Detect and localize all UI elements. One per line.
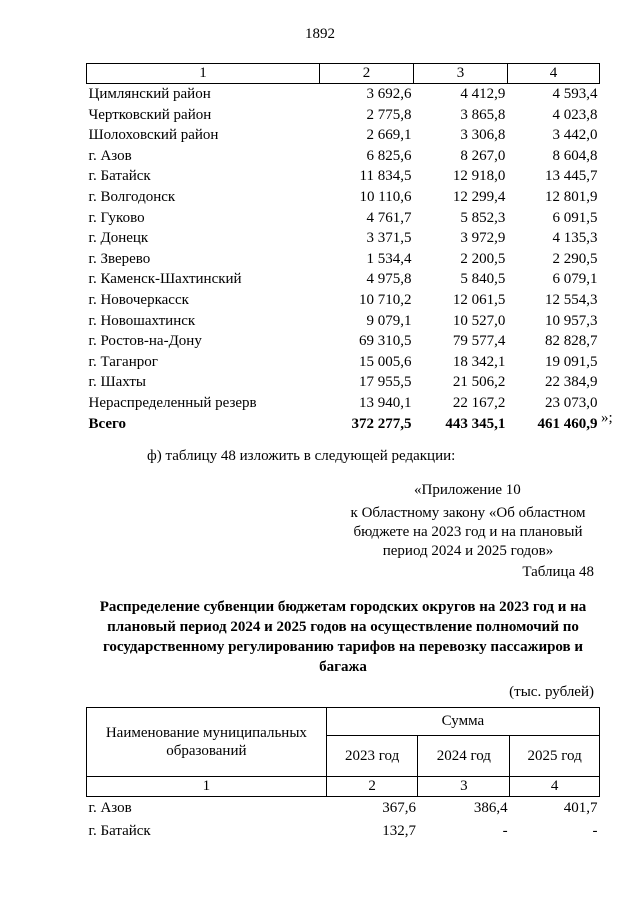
column-header-year: 2025 год [510,736,600,777]
value-2023: 367,6 [382,800,416,816]
table-row [87,146,600,167]
table-row [87,820,600,843]
value-2024: - [502,823,508,839]
value-2024: 3 972,9 [460,230,506,247]
municipality-name: г. Шахты [88,374,147,391]
value-2024: 386,4 [473,800,508,816]
table-header-row [87,708,600,736]
table-column-numbers [87,64,600,84]
value-2024: 12 299,4 [452,188,506,205]
column-number: 1 [87,64,320,84]
value-2024: 18 342,1 [452,353,506,370]
table-row [87,311,600,332]
table-row [87,105,600,126]
municipality-name: г. Азов [88,147,132,164]
amendment-text: ф) таблицу 48 изложить в следующей редакции: [147,448,456,464]
municipality-name: г. Батайск [88,823,151,839]
table-row [87,208,600,229]
municipality-name: Шолоховский район [88,127,219,144]
value-2025: 82 828,7 [545,333,598,350]
appendix-title: «Приложение 10 [414,482,521,498]
value-2024: 12 918,0 [452,168,506,185]
value-2023: 4 975,8 [366,271,412,288]
value-2025: 401,7 [563,800,598,816]
value-2025: 2 290,5 [552,250,598,267]
column-number: 4 [507,64,599,84]
municipality-name: г. Ростов-на-Дону [88,333,202,350]
municipality-name: Нераспределенный резерв [88,394,257,411]
municipality-name: г. Батайск [88,168,151,185]
value-2025: 8 604,8 [552,147,598,164]
value-2023: 17 955,5 [358,374,412,391]
value-2023: 13 940,1 [358,394,412,411]
table-row [87,228,600,249]
value-2024: 12 061,5 [452,291,506,308]
table-heading: Распределение субвенции бюджетам городских округов на 2023 год и на плановый период 2024 и 2025 годов на осуществление полномочий по государственному регулированию тарифов на перевозку пассажиров и багажа [99,599,587,675]
appendix-subtitle: к Областному закону «Об областном бюджете на 2023 год и на плановый период 2024 и 2025 годов» [350,505,586,559]
value-2024: 10 527,0 [452,312,506,329]
total-row [87,414,600,435]
value-2024: 21 506,2 [452,374,506,391]
subsidy-table-continuation [86,63,600,434]
value-2025: - [592,823,598,839]
table-row [87,352,600,373]
column-number: 3 [413,64,507,84]
municipality-name: г. Зверево [88,250,151,267]
table-number: Таблица 48 [522,564,594,580]
column-number: 3 [418,777,510,797]
value-2023: 9 079,1 [366,312,412,329]
value-2023: 4 761,7 [366,209,412,226]
value-2023: 10 110,6 [359,188,412,205]
value-2024: 5 840,5 [460,271,506,288]
total-2023: 372 277,5 [351,415,412,432]
municipality-name: г. Новошахтинск [88,312,196,329]
column-header-sum: Сумма [326,708,599,736]
table-row [87,249,600,270]
column-header-municipality: Наименование муниципальных образований [87,708,327,777]
value-2025: 10 957,3 [545,312,598,329]
value-2024: 3 306,8 [460,127,506,144]
value-2025: 12 801,9 [545,188,598,205]
value-2023: 6 825,6 [366,147,412,164]
municipality-name: Чертковский район [88,106,212,123]
column-header-year: 2023 год [326,736,418,777]
table-row [87,331,600,352]
value-2025: 12 554,3 [545,291,598,308]
table-row [87,797,600,821]
table-row [87,166,600,187]
value-2025: 6 079,1 [552,271,598,288]
total-2024: 443 345,1 [445,415,506,432]
table-row [87,187,600,208]
municipality-name: г. Волгодонск [88,188,176,205]
value-2025: 13 445,7 [545,168,598,185]
table-row [87,393,600,414]
column-number: 2 [326,777,418,797]
value-2024: 4 412,9 [460,86,506,102]
value-2025: 4 593,4 [552,86,598,102]
column-number: 2 [319,64,413,84]
value-2024: 3 865,8 [460,106,506,123]
value-2025: 4 023,8 [552,106,598,123]
value-2025: 4 135,3 [552,230,598,247]
value-2023: 3 692,6 [366,86,412,102]
column-header-year: 2024 год [418,736,510,777]
column-number: 4 [510,777,600,797]
municipality-name: г. Азов [88,800,132,816]
value-2023: 15 005,6 [358,353,412,370]
value-2025: 23 073,0 [545,394,598,411]
total-label: Всего [88,415,126,432]
value-2024: 5 852,3 [460,209,506,226]
municipality-name: Цимлянский район [88,86,211,102]
value-2024: 79 577,4 [452,333,506,350]
value-2023: 10 710,2 [358,291,412,308]
value-2023: 11 834,5 [359,168,412,185]
table-row [87,290,600,311]
municipality-name: г. Донецк [88,230,149,247]
table-row [87,372,600,393]
units-label: (тыс. рублей) [509,684,594,700]
value-2025: 19 091,5 [545,353,598,370]
municipality-name: г. Таганрог [88,353,158,370]
subsidy-table-48 [86,707,600,843]
value-2023: 2 669,1 [366,127,412,144]
municipality-name: г. Каменск-Шахтинский [88,271,242,288]
total-2025: 461 460,9 [537,415,598,432]
closing-quote: »; [601,410,613,426]
table-column-numbers [87,777,600,797]
value-2025: 3 442,0 [552,127,598,144]
column-number: 1 [87,777,327,797]
table-row [87,269,600,290]
value-2025: 22 384,9 [545,374,598,391]
value-2023: 3 371,5 [366,230,412,247]
value-2023: 2 775,8 [366,106,412,123]
value-2024: 22 167,2 [452,394,506,411]
value-2024: 2 200,5 [460,250,506,267]
table-row [87,84,600,105]
value-2024: 8 267,0 [460,147,506,164]
value-2025: 6 091,5 [552,209,598,226]
page-number: 1892 [305,26,335,42]
municipality-name: г. Гуково [88,209,145,226]
table-row [87,125,600,146]
value-2023: 69 310,5 [358,333,412,350]
value-2023: 132,7 [382,823,416,839]
value-2023: 1 534,4 [366,250,412,267]
municipality-name: г. Новочеркасск [88,291,189,308]
